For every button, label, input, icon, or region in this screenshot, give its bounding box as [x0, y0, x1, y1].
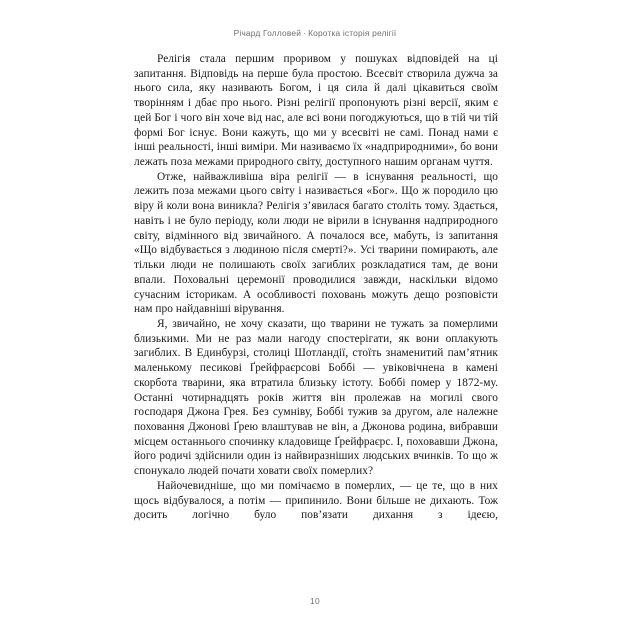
running-head-author: Річард Голловей	[233, 28, 302, 38]
paragraph: Отже, найважливіша віра релігії — в існування реальності, що лежить поза межами цього світу і називається «Бог». Що ж породило цю віру й коли вона виникла? Релігія з’явилася багато століть тому. Здається, навіть і не було періоду, коли люди не вірили в існування надприродного світу, відмінного від звичайного. А почалося все, мабуть, із запитання «Що відбувається з людиною після смерті?». Усі тварини помирають, але тільки люди не полишають своїх загиблих розкладатися там, де вони впали. Поховальні церемонії проводилися завжди, наскільки відомо сучасним історикам. А особливості поховань можуть дещо розповісти нам про найдавніші вірування.	[134, 170, 498, 316]
paragraph: Найочевидніше, що ми помічаємо в померлих, — це те, що в них щось відбувалося, а потім — припинило. Вони більше не дихають. Тож досить логічно було пов’язати дихання з ідеєю,	[134, 479, 498, 522]
running-head	[0, 28, 630, 38]
paragraph: Релігія стала першим проривом у пошуках відповідей на ці запитання. Відповідь на перше була простою. Всесвіт створила дужча за нього сила, яку називають Богом, і ця сила й далі цікавиться своїм творінням і дбає про нього. Різні релігії пропонують різні версії, яким є цей Бог і чого він хоче від нас, але всі вони погоджуються, що в тій чи тій формі Бог існує. Вони кажуть, що ми у всесвіті не самі. Понад нами є інші реальності, інші виміри. Ми називаємо їх «надприродними», бо вони лежать поза межами природного світу, доступного нашим органам чуття.	[134, 53, 498, 169]
running-head-title: Коротка історія релігії	[308, 28, 397, 38]
page-number: 10	[309, 596, 321, 606]
body-text-block	[134, 52, 498, 523]
paragraph: Я, звичайно, не хочу сказати, що тварини не тужать за померлими близькими. Ми не раз мали нагоду спостерігати, як вони оплакують загиблих. В Единбурзі, столиці Шотландії, стоїть знаменитий пам’ятник маленькому песикові Ґрейфраєрсові Боббі — увіковічнена в камені скорбота тварини, яка втратила близьку істоту. Боббі помер у 1872-му. Останні чотирнадцять років життя він пролежав на могилі свого господаря Джона Грея. Без сумніву, Боббі тужив за другом, але належне поховання Джонові Ґрею влаштував не він, а Джонова родина, вибравши місцем останнього спочинку кладовище Ґрейфраєрс. І, поховавши Джона, його родичі здійснили один із найвиразніших людських вчинків. То що ж спонукало людей почати ховати своїх померлих?	[134, 317, 498, 478]
running-head-separator: ·	[303, 28, 307, 38]
